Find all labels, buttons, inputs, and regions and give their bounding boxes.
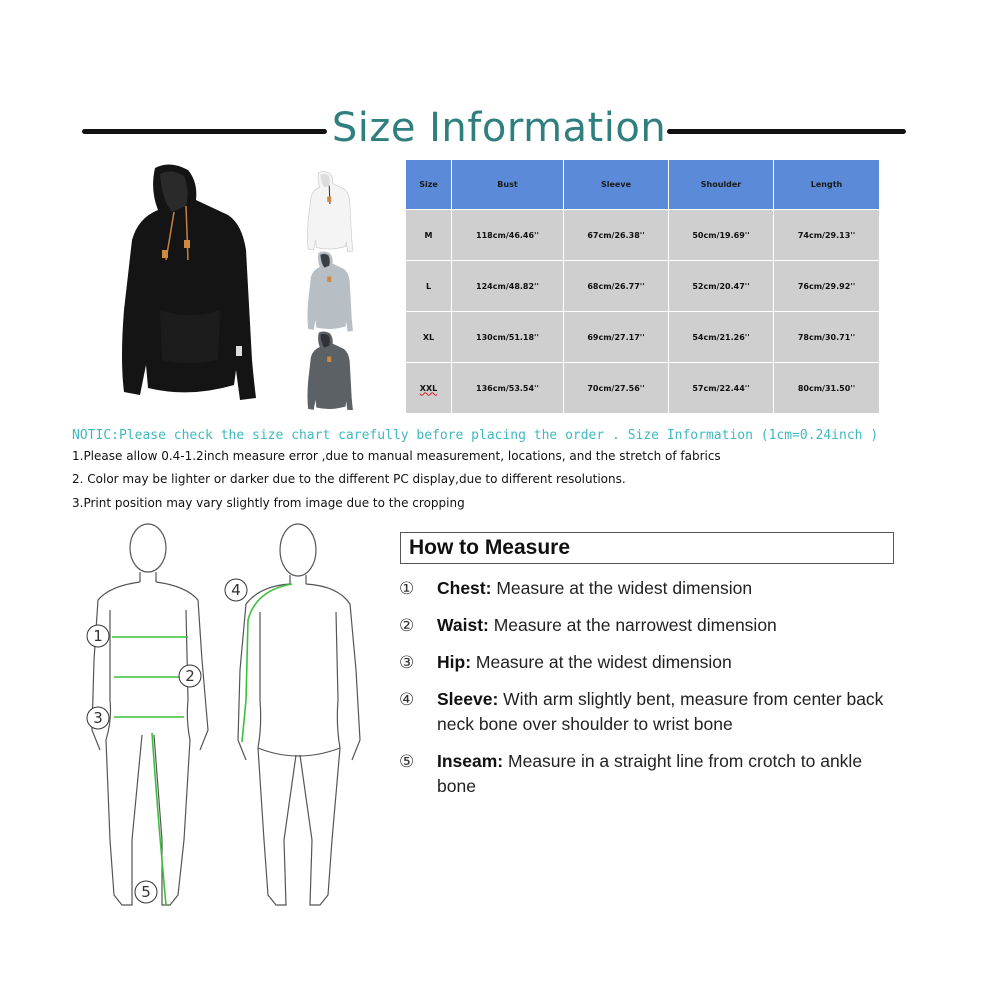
measure-number: ⑤ [399,752,415,771]
cell-bust: 130cm/51.18'' [452,312,564,363]
measure-number: ① [399,579,415,598]
hoodie-white-image [307,172,353,252]
marker-1: 1 [93,627,103,645]
note-1: 1.Please allow 0.4-1.2inch measure error ,due to manual measurement, locations, and the stretch of fabrics [72,449,721,463]
table-row [406,210,880,261]
cell-length: 76cm/29.92'' [774,261,880,312]
page-title: Size Information [331,105,667,151]
header-shoulder: Shoulder [669,160,774,210]
measure-number: ④ [399,690,415,709]
cell-size: L [406,261,452,312]
measurement-figures [70,520,400,920]
title-rule-left [82,129,327,134]
header-length: Length [774,160,880,210]
hoodie-black-image [122,164,256,400]
cell-size-text: XXL [419,383,438,393]
cell-sleeve: 70cm/27.56'' [564,363,669,414]
note-2: 2. Color may be lighter or darker due to the different PC display,due to different resolutions. [72,472,626,486]
measure-label: Chest: [437,578,492,598]
measure-desc: With arm slightly bent, measure from center back neck bone over shoulder to wrist bone [437,689,884,734]
marker-5: 5 [141,883,151,901]
header-sleeve: Sleeve [564,160,669,210]
cell-length: 78cm/30.71'' [774,312,880,363]
cell-shoulder: 52cm/20.47'' [669,261,774,312]
measure-desc: Measure at the widest dimension [491,578,753,598]
cell-size [406,363,452,414]
marker-4: 4 [231,581,241,599]
note-3: 3.Print position may vary slightly from image due to the cropping [72,496,465,510]
hoodie-darkgray-image [307,332,353,410]
cell-sleeve: 68cm/26.77'' [564,261,669,312]
header-size: Size [406,160,452,210]
measure-label: Hip: [437,652,472,672]
cell-length: 80cm/31.50'' [774,363,880,414]
front-markers [87,625,201,903]
cell-bust: 118cm/46.46'' [452,210,564,261]
measure-label: Inseam: [437,751,504,771]
notice-text: NOTIC:Please check the size chart carefully before placing the order . Size Information (1cm=0.24inch ) [72,428,879,443]
cell-shoulder: 54cm/21.26'' [669,312,774,363]
size-table [405,159,880,414]
hoodie-lightgray-image [307,252,353,332]
back-measure-line [242,584,292,742]
measure-number: ③ [399,653,415,672]
measure-number: ② [399,616,415,635]
how-to-measure-title: How to Measure [409,536,571,559]
measure-desc: Measure in a straight line from crotch to ankle bone [437,751,863,796]
cell-sleeve: 69cm/27.17'' [564,312,669,363]
measure-label: Sleeve: [437,689,499,709]
cell-bust: 136cm/53.54'' [452,363,564,414]
title-rule-right [667,129,906,134]
marker-2: 2 [185,667,195,685]
measure-desc: Measure at the widest dimension [471,652,732,672]
table-row [406,363,880,414]
measure-desc: Measure at the narrowest dimension [488,615,777,635]
cell-length: 74cm/29.13'' [774,210,880,261]
cell-size: XL [406,312,452,363]
body-back-figure [238,524,360,905]
body-front-figure [92,524,208,905]
measure-label: Waist: [437,615,489,635]
table-header-row [406,160,880,210]
cell-sleeve: 67cm/26.38'' [564,210,669,261]
back-markers [225,579,247,601]
cell-shoulder: 50cm/19.69'' [669,210,774,261]
cell-shoulder: 57cm/22.44'' [669,363,774,414]
header-bust: Bust [452,160,564,210]
table-row [406,312,880,363]
table-row [406,261,880,312]
marker-3: 3 [93,709,103,727]
hoodie-images [100,160,400,410]
cell-size: M [406,210,452,261]
front-measure-lines [112,637,188,905]
cell-bust: 124cm/48.82'' [452,261,564,312]
